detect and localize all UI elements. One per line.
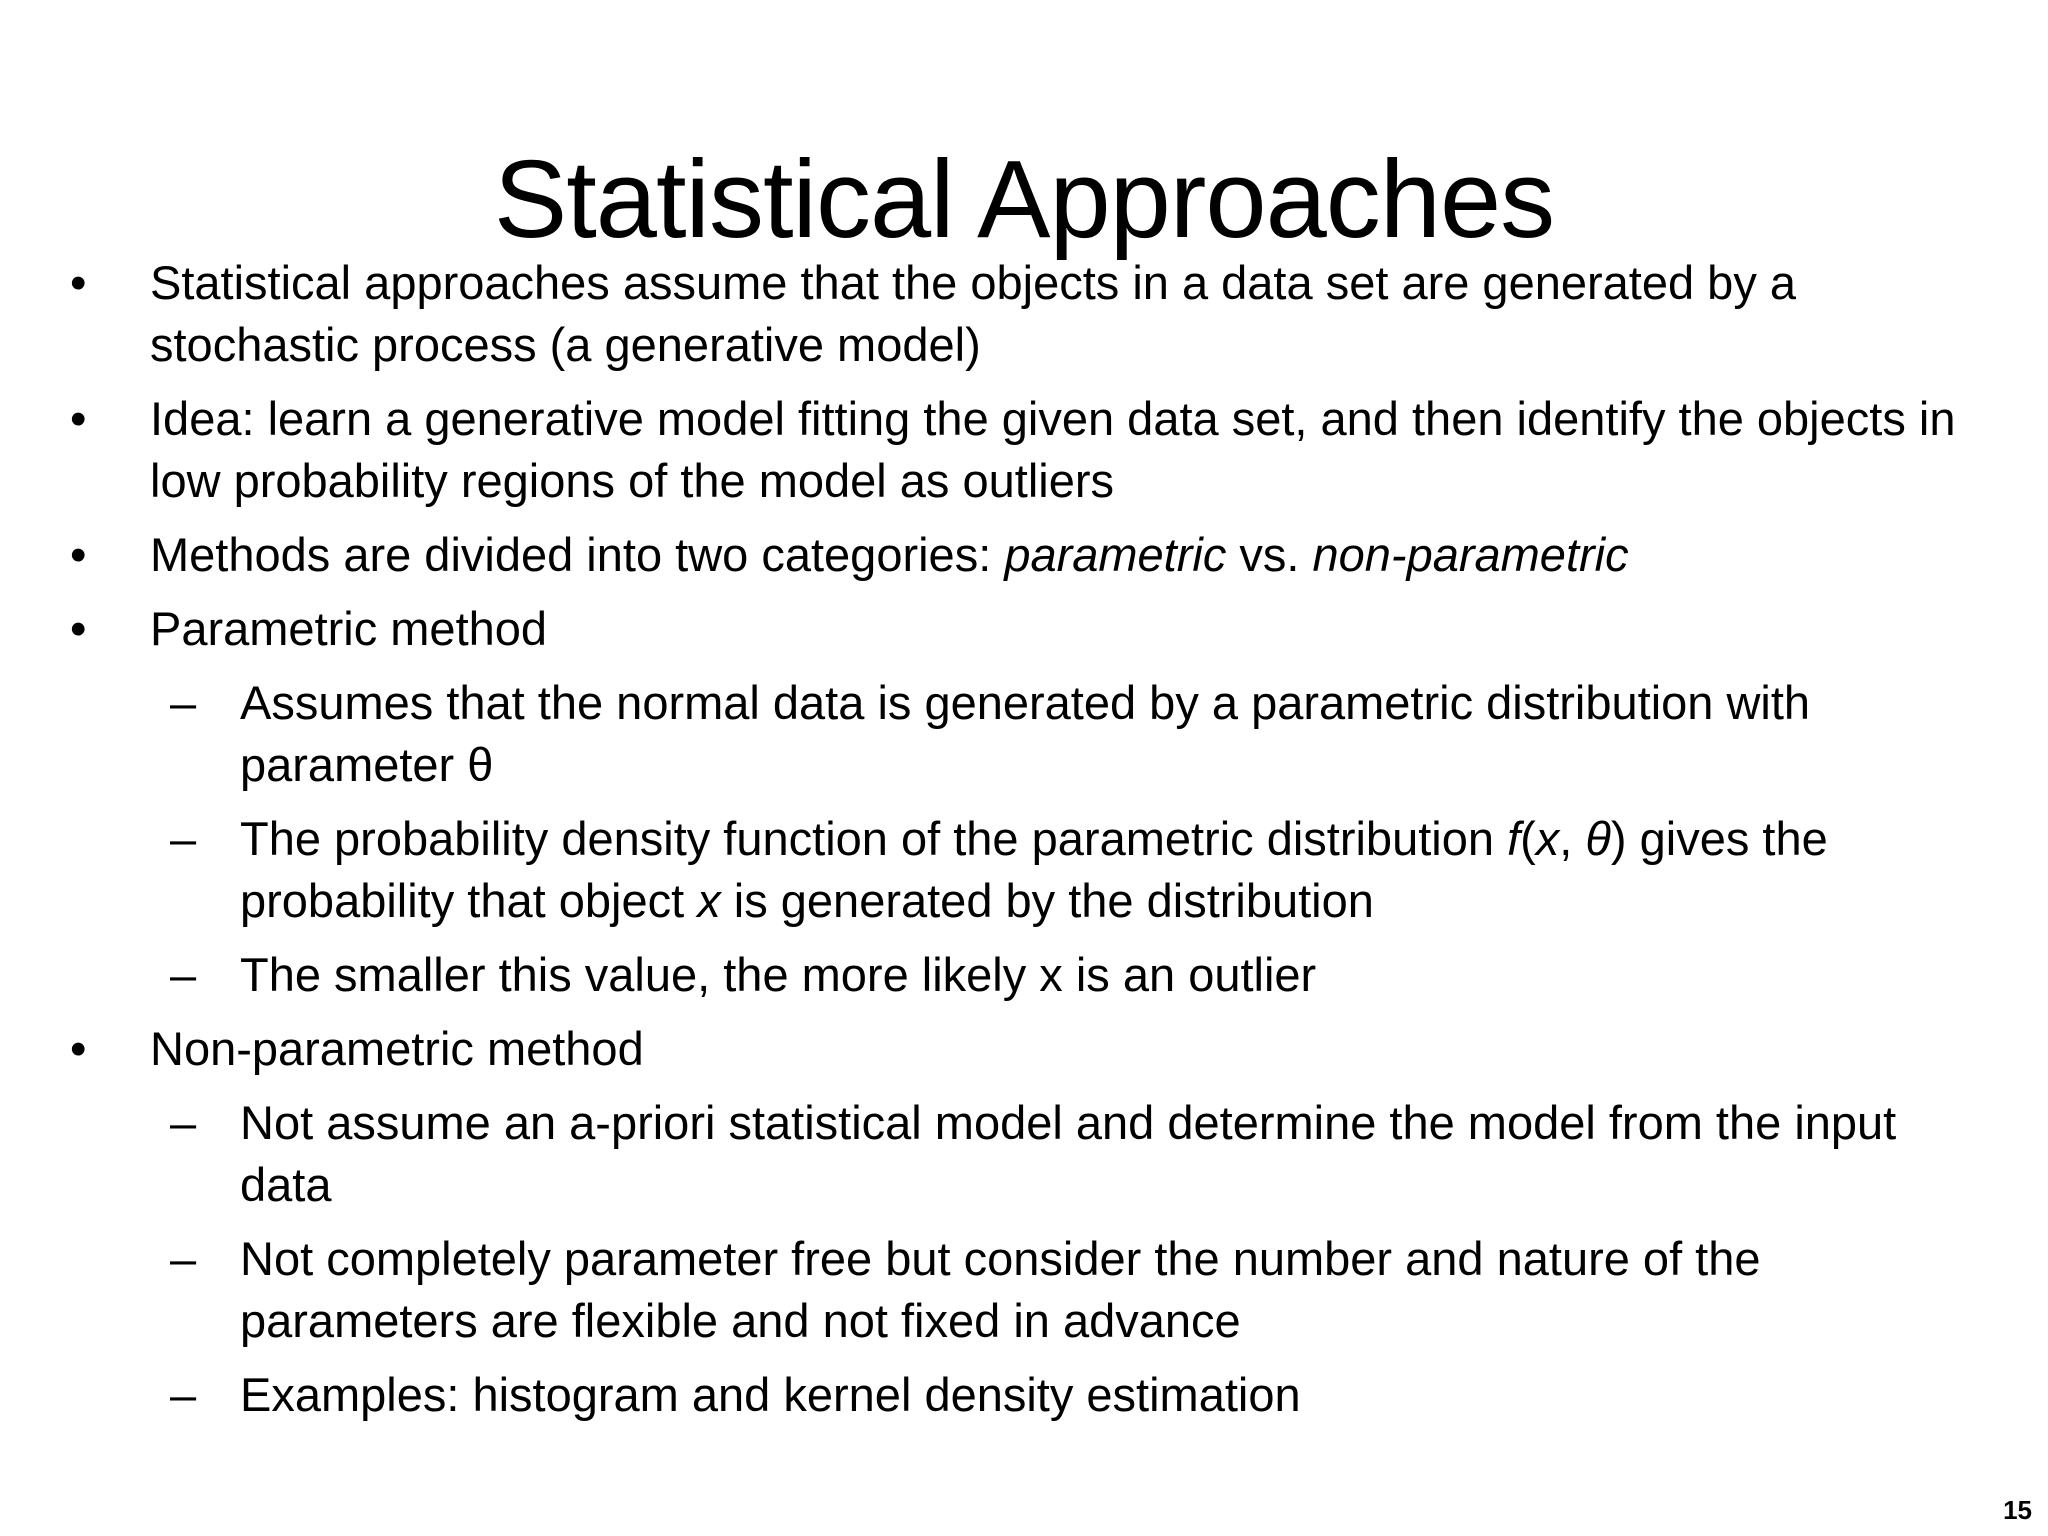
symbol-x: x: [1535, 812, 1560, 865]
bullet-non-parametric-method: [70, 1018, 1970, 1080]
sub-bullet-normal-data: [70, 672, 1970, 796]
sub-bullet-pdf: [70, 808, 1970, 932]
sub-bullet-text-1: The probability density function of the parametric distribution: [240, 812, 1508, 865]
dash-marker: –: [170, 676, 197, 729]
bullet-text-mid: vs.: [1226, 528, 1313, 581]
bullet-text: Non-parametric method: [150, 1022, 644, 1075]
bullet-marker: •: [70, 256, 87, 309]
bullet-generative-assumption: [70, 252, 1970, 376]
dash-marker: –: [170, 1232, 197, 1285]
sub-bullet-flexible-parameters: [70, 1228, 1970, 1352]
slide-title: Statistical Approaches: [493, 138, 1555, 261]
term-parametric: parametric: [1004, 528, 1227, 581]
sub-bullet-text-2: (: [1520, 812, 1536, 865]
bullet-text: Idea: learn a generative model fitting the given data set, and then identify the objects in low probability regions of the model as outliers: [150, 392, 1956, 507]
sub-bullet-text-3: ,: [1559, 812, 1586, 865]
bullet-categories: [70, 524, 1970, 586]
slide-body: [70, 252, 1970, 1426]
sub-bullet-text: The smaller this value, the more likely x is an outlier: [240, 948, 1317, 1001]
dash-marker: –: [170, 948, 197, 1001]
page-number: 15: [2003, 1495, 2032, 1525]
sub-bullet-text-4: ) gives the probability that object: [240, 812, 1828, 927]
sub-bullet-outlier-likelihood: [70, 944, 1970, 1006]
sub-bullet-examples: [70, 1364, 1970, 1426]
bullet-marker: •: [70, 528, 87, 581]
sub-bullet-text: Assumes that the normal data is generated by a parametric distribution with parameter θ: [240, 676, 1811, 791]
sub-bullet-text-5: is generated by the distribution: [720, 874, 1374, 927]
bullet-text: Parametric method: [150, 602, 548, 655]
bullet-text: Statistical approaches assume that the objects in a data set are generated by a stochastic process (a generative model): [150, 256, 1797, 371]
bullet-idea: [70, 388, 1970, 512]
symbol-theta: θ: [1585, 812, 1611, 865]
bullet-marker: •: [70, 602, 87, 655]
bullet-text-pre: Methods are divided into two categories:: [150, 528, 1005, 581]
term-non-parametric: non-parametric: [1312, 528, 1629, 581]
sub-bullet-text: Not assume an a-priori statistical model and determine the model from the input data: [240, 1096, 1897, 1211]
sub-bullet-text: Not completely parameter free but consider the number and nature of the parameters are flexible and not fixed in advance: [240, 1232, 1761, 1347]
symbol-x-object: x: [697, 874, 721, 927]
dash-marker: –: [170, 1368, 197, 1421]
symbol-f: f: [1507, 812, 1521, 865]
bullet-parametric-method: [70, 598, 1970, 660]
sub-bullet-text: Examples: histogram and kernel density estimation: [240, 1368, 1301, 1421]
sub-bullet-no-apriori-model: [70, 1092, 1970, 1216]
bullet-marker: •: [70, 1022, 87, 1075]
bullet-marker: •: [70, 392, 87, 445]
dash-marker: –: [170, 812, 197, 865]
dash-marker: –: [170, 1096, 197, 1149]
